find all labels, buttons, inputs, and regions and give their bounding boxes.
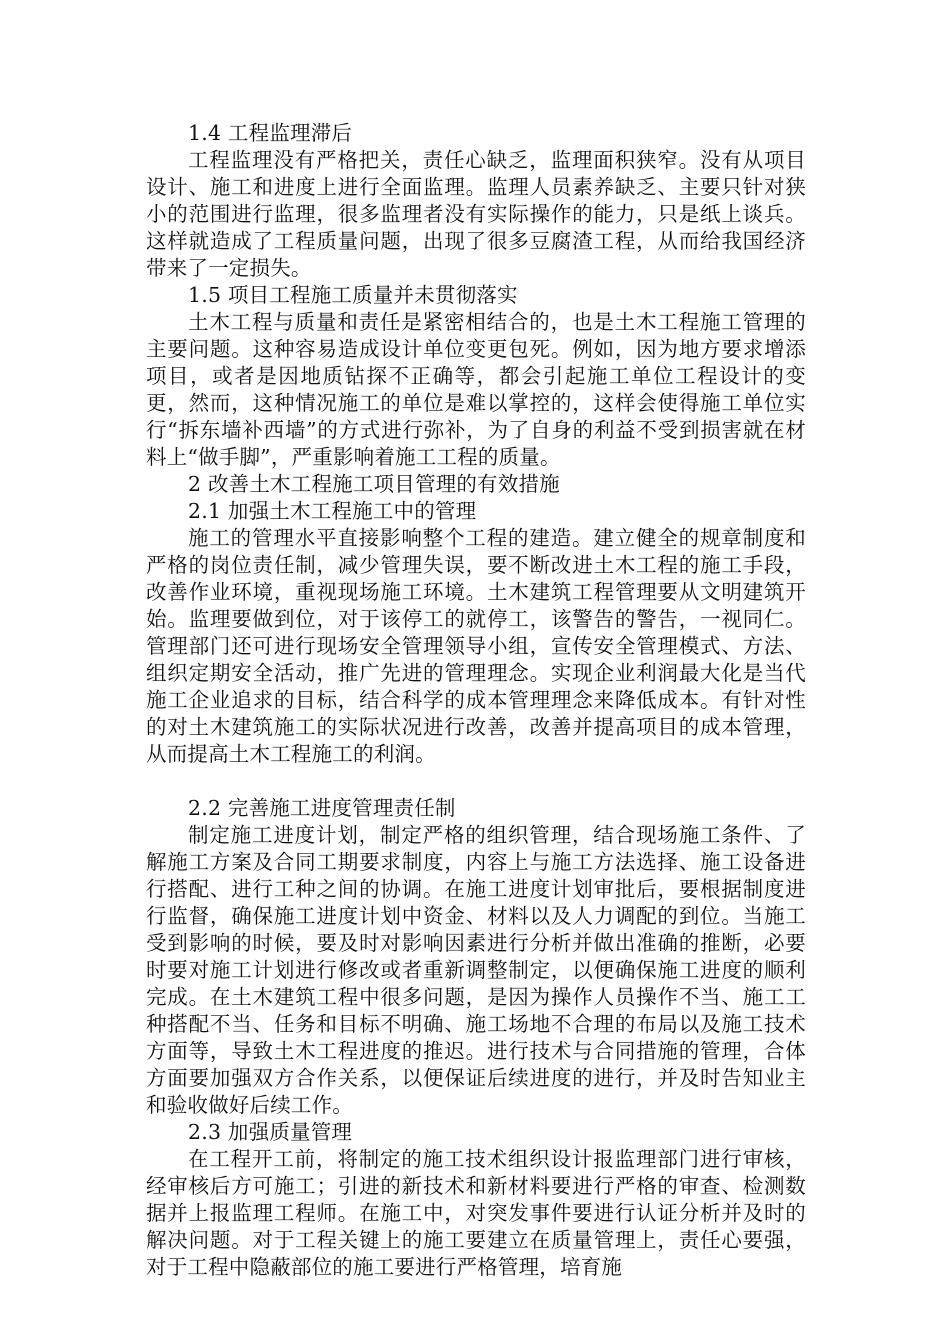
- document-body: [146, 120, 806, 1281]
- paragraph-2-1: 施工的管理水平直接影响整个工程的建造。建立健全的规章制度和严格的岗位责任制，减少管理失误，要不断改进土木工程的施工手段，改善作业环境，重视现场施工环境。土木建筑工程管理要从文明建筑开始。监理要做到位，对于该停工的就停工，该警告的警告，一视同仁。管理部门还可进行现场安全管理领导小组，宣传安全管理模式、方法、组织定期安全活动，推广先进的管理理念。实现企业利润最大化是当代施工企业追求的目标，结合科学的成本管理理念来降低成本。有针对性的对土木建筑施工的实际状况进行改善，改善并提高项目的成本管理，从而提高土木工程施工的利润。: [146, 526, 806, 766]
- paragraph-2-2: 制定施工进度计划，制定严格的组织管理，结合现场施工条件、了解施工方案及合同工期要求制度，内容上与施工方法选择、施工设备进行搭配、进行工种之间的协调。在施工进度计划审批后，要根据制度进行监督，确保施工进度计划中资金、材料以及人力调配的到位。当施工受到影响的时候，要及时对影响因素进行分析并做出准确的推断，必要时要对施工计划进行修改或者重新调整制定，以便确保施工进度的顺利完成。在土木建筑工程中很多问题，是因为操作人员操作不当、施工工种搭配不当、任务和目标不明确、施工场地不合理的布局以及施工技术方面等，导致土木工程进度的推迟。进行技术与合同措施的管理，合体方面要加强双方合作关系，以便保证后续进度的进行，并及时告知业主和验收做好后续工作。: [146, 823, 806, 1117]
- section-heading-2-2: 2.2 完善施工进度管理责任制: [188, 796, 456, 820]
- paragraph-2-3: 在工程开工前，将制定的施工技术组织设计报监理部门进行审核，经审核后方可施工；引进的新技术和新材料要进行严格的审查、检测数据并上报监理工程师。在施工中，对突发事件要进行认证分析并及时的解决问题。对于工程关键上的施工要建立在质量管理上，责任心要强，对于工程中隐蔽部位的施工要进行严格管理，培育施: [146, 1147, 806, 1279]
- section-heading-1-4: 1.4 工程监理滞后: [188, 121, 353, 145]
- blank-line: [146, 768, 806, 795]
- section-heading-1-5: 1.5 项目工程施工质量并未贯彻落实: [188, 283, 518, 307]
- section-heading-2: 2 改善土木工程施工项目管理的有效措施: [188, 472, 560, 496]
- section-heading-2-3: 2.3 加强质量管理: [188, 1120, 353, 1144]
- paragraph-1-5: 土木工程与质量和责任是紧密相结合的，也是土木工程施工管理的主要问题。这种容易造成设计单位变更包死。例如，因为地方要求增添项目，或者是因地质钻探不正确等，都会引起施工单位工程设计的变更，然而，这种情况施工的单位是难以掌控的，这样会使得施工单位实行“拆东墙补西墙”的方式进行弥补，为了自身的利益不受到损害就在材料上“做手脚”，严重影响着施工工程的质量。: [146, 310, 806, 469]
- paragraph-1-4: 工程监理没有严格把关，责任心缺乏，监理面积狭窄。没有从项目设计、施工和进度上进行全面监理。监理人员素养缺乏、主要只针对狭小的范围进行监理，很多监理者没有实际操作的能力，只是纸上谈兵。这样就造成了工程质量问题，出现了很多豆腐渣工程，从而给我国经济带来了一定损失。: [146, 148, 806, 280]
- section-heading-2-1: 2.1 加强土木工程施工中的管理: [188, 499, 477, 523]
